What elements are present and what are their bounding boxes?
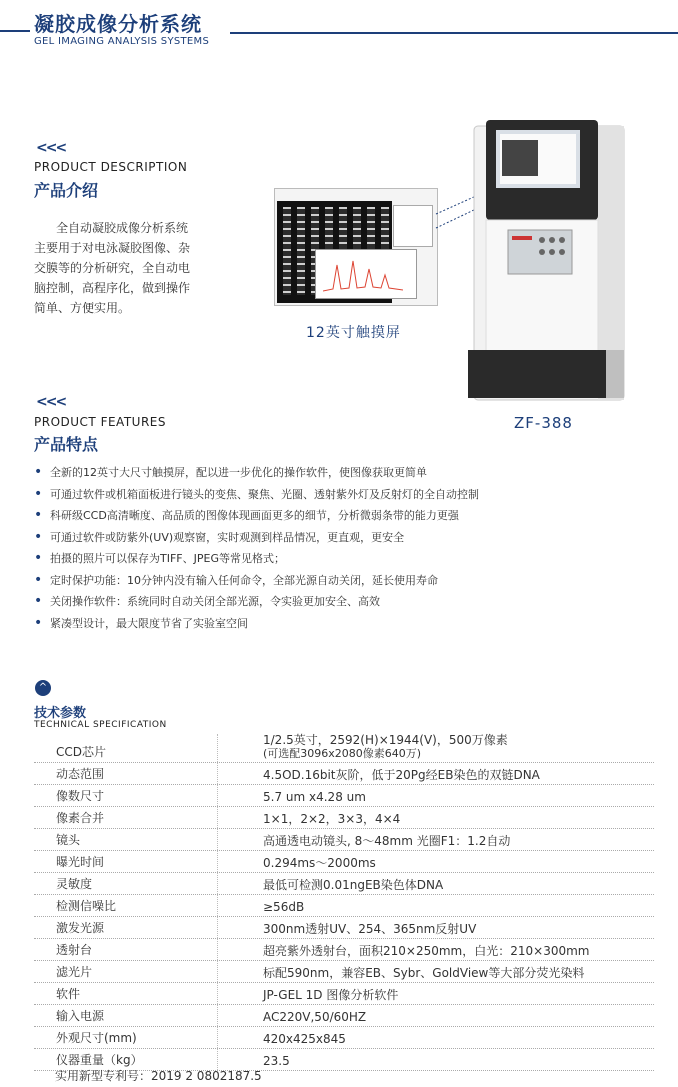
software-screenshot <box>274 188 438 306</box>
description-line: 简单、方便实用。 <box>34 301 131 315</box>
description-line: 全自动凝胶成像分析系统 <box>56 221 189 235</box>
chevrons-icon: <<< <box>36 140 66 156</box>
device-image <box>468 118 628 402</box>
spec-row <box>34 1027 654 1049</box>
feature-item: • 关闭操作软件：系统同时自动关闭全部光源，令实验更加安全、高效 <box>34 591 674 613</box>
patent-number: 实用新型专利号：2019 2 0802187.5 <box>55 1069 262 1083</box>
spec-value: JP-GEL 1D 图像分析软件 <box>263 988 399 1002</box>
spec-label: 外观尺寸(mm) <box>56 1031 137 1045</box>
spec-row <box>34 961 654 983</box>
spec-label: 像数尺寸 <box>56 789 105 803</box>
description-line: 脑控制，高程序化，做到操作 <box>34 281 191 295</box>
spec-label: 检测信噪比 <box>56 899 117 913</box>
spec-value: 23.5 <box>263 1054 290 1068</box>
feature-item: • 紧凑型设计，最大限度节省了实验室空间 <box>34 613 674 635</box>
spec-table <box>34 734 654 1071</box>
spec-row <box>34 763 654 785</box>
spec-value: 4.5OD.16bit灰阶，低于20Pg经EB染色的双链DNA <box>263 768 540 782</box>
spec-value: 1×1，2×2，3×3，4×4 <box>263 812 401 826</box>
spec-value-line: 1/2.5英寸，2592(H)×1944(V)，500万像素 <box>263 733 508 747</box>
spec-label: 镜头 <box>56 833 81 847</box>
spec-row <box>34 917 654 939</box>
feature-item: • 可通过软件或机箱面板进行镜头的变焦、聚焦、光圈、透射紫外灯及反射灯的全自动控制 <box>34 484 674 506</box>
header-rule <box>230 32 678 34</box>
spec-row <box>34 895 654 917</box>
spec-value: 420x425x845 <box>263 1032 346 1046</box>
feature-item: • 拍摄的照片可以保存为TIFF、JPEG等常见格式； <box>34 548 674 570</box>
spec-value: 超亮紫外透射台，面积210×250mm，白光：210×300mm <box>263 944 590 958</box>
spec-label: 滤光片 <box>56 965 93 979</box>
spec-row <box>34 873 654 895</box>
spec-row <box>34 829 654 851</box>
spec-value: ≥56dB <box>263 900 305 914</box>
feature-item: • 可通过软件或防紫外(UV)观察窗，实时观测到样品情况，更直观，更安全 <box>34 527 674 549</box>
spec-row <box>34 734 654 763</box>
spec-label: CCD芯片 <box>56 745 106 759</box>
spec-row <box>34 983 654 1005</box>
description-text <box>34 218 204 318</box>
spec-label: 曝光时间 <box>56 855 105 869</box>
spec-label: 透射台 <box>56 943 93 957</box>
feature-item: • 全新的12英寸大尺寸触摸屏，配以进一步优化的操作软件，使图像获取更简单 <box>34 462 674 484</box>
spec-value: 标配590nm，兼容EB、Sybr、GoldView等大部分荧光染料 <box>263 966 585 980</box>
description-line: 交膜等的分析研究，全自动电 <box>34 261 191 275</box>
chevrons-icon: <<< <box>36 394 66 410</box>
header-accent-line <box>0 30 30 32</box>
spec-row <box>34 785 654 807</box>
specs-title-en: TECHNICAL SPECIFICATION <box>34 720 167 730</box>
features-title-cn: 产品特点 <box>34 435 99 454</box>
feature-item: • 定时保护功能：10分钟内没有输入任何命令，全部光源自动关闭，延长使用寿命 <box>34 570 674 592</box>
description-title-cn: 产品介绍 <box>34 181 99 200</box>
spec-row <box>34 851 654 873</box>
feature-item: • 科研级CCD高清晰度、高品质的图像体现画面更多的细节，分析微弱条带的能力更强 <box>34 505 674 527</box>
spec-label: 像素合并 <box>56 811 105 825</box>
description-line: 主要用于对电泳凝胶图像、杂 <box>34 241 191 255</box>
spec-value: 高通透电动镜头, 8～48mm 光圈F1：1.2自动 <box>263 834 511 848</box>
features-list <box>34 462 674 634</box>
spec-value-line: (可选配3096x2080像素640万) <box>263 747 422 760</box>
spec-label: 动态范围 <box>56 767 105 781</box>
spec-row <box>34 807 654 829</box>
spec-row <box>34 939 654 961</box>
model-name: ZF-388 <box>514 414 573 432</box>
spec-value: 300nm透射UV、254、365nm反射UV <box>263 922 477 936</box>
spec-value: 5.7 um x4.28 um <box>263 790 366 804</box>
spec-label: 灵敏度 <box>56 877 93 891</box>
spec-row <box>34 1005 654 1027</box>
caret-up-icon: ^ <box>35 680 51 696</box>
specs-title-cn: 技术参数 <box>34 706 87 721</box>
spec-label: 激发光源 <box>56 921 105 935</box>
spec-value: 0.294ms～2000ms <box>263 856 376 870</box>
peak-graph <box>323 255 403 295</box>
screen-caption: 12英寸触摸屏 <box>306 325 401 341</box>
spec-label: 软件 <box>56 987 81 1001</box>
page-subtitle: GEL IMAGING ANALYSIS SYSTEMS <box>34 36 210 47</box>
page-title: 凝胶成像分析系统 <box>34 12 202 36</box>
spec-value: 最低可检测0.01ngEB染色体DNA <box>263 878 444 892</box>
spec-label: 仪器重量（kg） <box>56 1053 143 1067</box>
spec-value <box>263 734 508 760</box>
spec-value: AC220V,50/60HZ <box>263 1010 367 1024</box>
features-title-en: PRODUCT FEATURES <box>34 415 166 429</box>
description-title-en: PRODUCT DESCRIPTION <box>34 160 188 174</box>
spec-label: 输入电源 <box>56 1009 105 1023</box>
